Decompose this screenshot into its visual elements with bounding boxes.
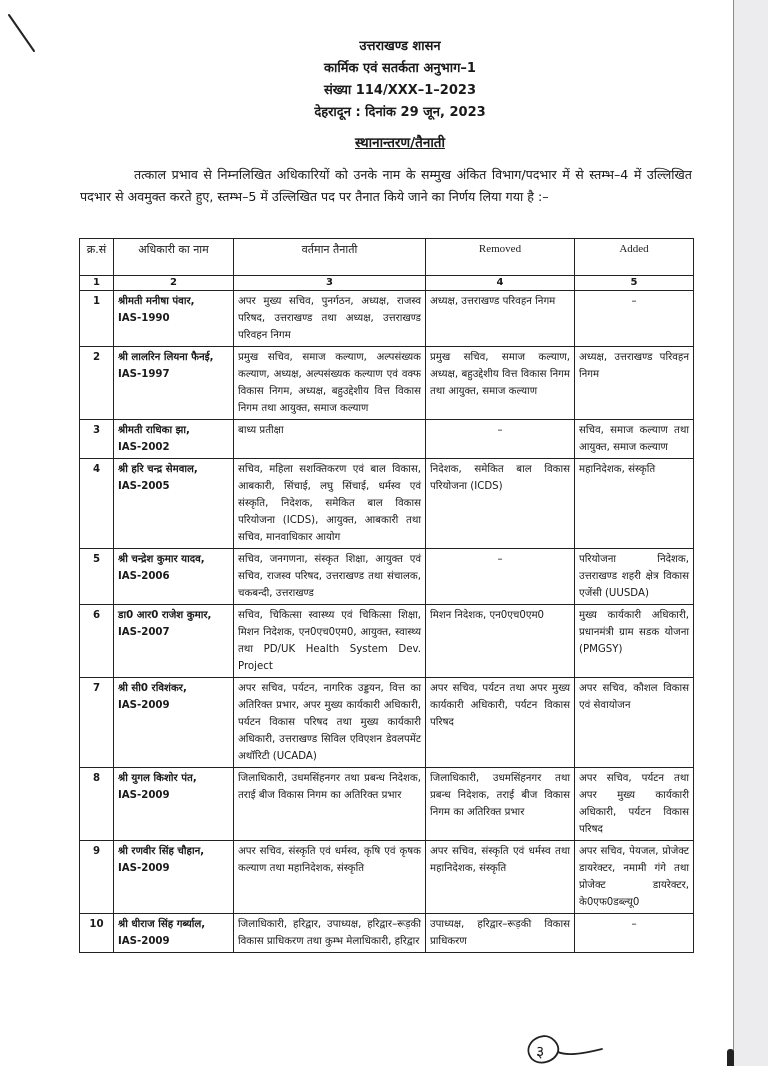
current-posting-cell-text: सचिव, महिला सशक्तिकरण एवं बाल विकास, आबकारी, सिंचाई, लघु सिंचाई, धर्मस्व एवं संस्कृति, निदेशक, समेकित बाल विकास परियोजना (ICDS), आयुक्त, आबकारी तथा सचिव, मानवाधिकार आयोग xyxy=(238,464,421,543)
removed-cell-text: – xyxy=(497,425,503,436)
added-cell xyxy=(575,549,694,605)
officer-batch: IAS-1990 xyxy=(118,313,170,324)
added-cell-text: अध्यक्ष, उत्तराखण्ड परिवहन निगम xyxy=(579,352,689,380)
current-posting-cell xyxy=(234,841,426,914)
page-edge-background xyxy=(733,0,768,1066)
serial-cell-text: 10 xyxy=(89,919,104,930)
removed-cell xyxy=(426,459,575,549)
table-row xyxy=(80,347,694,420)
serial-cell-text: 1 xyxy=(92,296,101,307)
document-header xyxy=(200,36,600,154)
department-name: कार्मिक एवं सतर्कता अनुभाग–1 xyxy=(324,61,476,76)
government-name: उत्तराखण्ड शासन xyxy=(359,39,441,54)
header-officer-name: अधिकारी का नाम xyxy=(114,239,234,276)
officer-name: श्री धीराज सिंह गर्ब्याल, xyxy=(118,919,206,930)
officer-batch: IAS-2009 xyxy=(118,790,170,801)
column-number: 2 xyxy=(114,276,234,291)
officer-name-cell xyxy=(114,459,234,549)
order-number: संख्या 114/XXX–1–2023 xyxy=(323,83,476,98)
current-posting-cell xyxy=(234,605,426,678)
added-cell-text: परियोजना निदेशक, उत्तराखण्ड शहरी क्षेत्र विकास एजेंसी (UUSDA) xyxy=(579,554,689,599)
removed-cell-text: मिशन निदेशक, एन0एच0एम0 xyxy=(430,610,545,621)
header-removed: Removed xyxy=(426,239,575,276)
transfer-table xyxy=(79,238,694,953)
serial-cell-text: 4 xyxy=(92,464,101,475)
current-posting-cell-text: सचिव, चिकित्सा स्वास्थ्य एवं चिकित्सा शिक्षा, मिशन निदेशक, एन0एच0एम0, आयुक्त, स्वास्थ्य तथा PD/UK Health System Dev. Project xyxy=(238,610,421,672)
removed-cell xyxy=(426,678,575,768)
page-mark-text: ३ xyxy=(536,1042,545,1061)
added-cell xyxy=(575,768,694,841)
current-posting-cell-text: अपर मुख्य सचिव, पुनर्गठन, अध्यक्ष, राजस्व परिषद, उत्तराखण्ड तथा अध्यक्ष, उत्तराखण्ड परिवहन निगम xyxy=(238,296,421,341)
current-posting-cell-text: अपर सचिव, संस्कृति एवं धर्मस्व, कृषि एवं कृषक कल्याण तथा महानिदेशक, संस्कृति xyxy=(238,846,421,874)
table-row xyxy=(80,914,694,953)
removed-cell-text: अपर सचिव, संस्कृति एवं धर्मस्व तथा महानिदेशक, संस्कृति xyxy=(430,846,570,874)
table-header-row xyxy=(80,239,694,276)
added-cell xyxy=(575,347,694,420)
table-row xyxy=(80,678,694,768)
officer-name: डा0 आर0 राजेश कुमार, xyxy=(118,610,212,621)
officer-batch: IAS-2006 xyxy=(118,571,170,582)
removed-cell xyxy=(426,914,575,953)
officer-name: श्री युगल किशोर पंत, xyxy=(118,773,197,784)
officer-name: श्री सी0 रविशंकर, xyxy=(118,683,187,694)
added-cell-text: मुख्य कार्यकारी अधिकारी, प्रधानमंत्री ग्राम सडक योजना (PMGSY) xyxy=(579,610,689,655)
column-number-row xyxy=(80,276,694,291)
added-cell xyxy=(575,291,694,347)
removed-cell xyxy=(426,420,575,459)
header-added: Added xyxy=(575,239,694,276)
officer-name: श्री रणवीर सिंह चौहान, xyxy=(118,846,205,857)
added-cell-text: सचिव, समाज कल्याण तथा आयुक्त, समाज कल्याण xyxy=(579,425,689,453)
current-posting-cell xyxy=(234,914,426,953)
officer-batch: IAS-2002 xyxy=(118,442,170,453)
officer-batch: IAS-2009 xyxy=(118,700,170,711)
serial-cell xyxy=(80,841,114,914)
added-cell-text: अपर सचिव, पर्यटन तथा अपर मुख्य कार्यकारी अधिकारी, पर्यटन विकास परिषद xyxy=(579,773,689,835)
current-posting-cell-text: जिलाधिकारी, हरिद्वार, उपाध्यक्ष, हरिद्वार–रूड़की विकास प्राधिकरण तथा कुम्भ मेलाधिकारी, हरिद्वार xyxy=(238,919,421,947)
officer-name-cell xyxy=(114,605,234,678)
serial-cell xyxy=(80,605,114,678)
column-number: 1 xyxy=(80,276,114,291)
removed-cell xyxy=(426,841,575,914)
officer-name-cell xyxy=(114,841,234,914)
officer-name: श्रीमती राधिका झा, xyxy=(118,425,190,436)
added-cell-text: अपर सचिव, पेयजल, प्रोजेक्ट डायरेक्टर, नमामी गंगे तथा प्रोजेक्ट डायरेक्टर, के0एफ0डब्ल्यू0 xyxy=(579,846,689,908)
place-date: देहरादून : दिनांक 29 जून, 2023 xyxy=(314,105,486,120)
edge-mark xyxy=(727,1049,734,1066)
officer-batch: IAS-2005 xyxy=(118,481,170,492)
officer-name-cell xyxy=(114,768,234,841)
table-row xyxy=(80,549,694,605)
current-posting-cell-text: सचिव, जनगणना, संस्कृत शिक्षा, आयुक्त एवं सचिव, राजस्व परिषद, उत्तराखण्ड तथा संचालक, चकबन्दी, उत्तराखण्ड xyxy=(238,554,421,599)
officer-name: श्रीमती मनीषा पंवार, xyxy=(118,296,195,307)
current-posting-cell xyxy=(234,768,426,841)
added-cell xyxy=(575,841,694,914)
table-row xyxy=(80,768,694,841)
removed-cell-text: निदेशक, समेकित बाल विकास परियोजना (ICDS) xyxy=(430,464,570,492)
removed-cell xyxy=(426,605,575,678)
removed-cell xyxy=(426,768,575,841)
officer-name-cell xyxy=(114,291,234,347)
table-row xyxy=(80,459,694,549)
column-number: 3 xyxy=(234,276,426,291)
officer-name: श्री चन्द्रेश कुमार यादव, xyxy=(118,554,205,565)
serial-cell xyxy=(80,291,114,347)
added-cell xyxy=(575,914,694,953)
added-cell xyxy=(575,605,694,678)
current-posting-cell xyxy=(234,291,426,347)
removed-cell-text: – xyxy=(497,554,503,565)
officer-name-cell xyxy=(114,678,234,768)
serial-cell xyxy=(80,768,114,841)
order-subject: स्थानान्तरण/तैनाती xyxy=(354,135,446,151)
serial-cell-text: 5 xyxy=(92,554,101,565)
officer-batch: IAS-2009 xyxy=(118,863,170,874)
serial-cell xyxy=(80,549,114,605)
handwritten-page-number xyxy=(522,1032,612,1066)
serial-cell xyxy=(80,914,114,953)
added-cell-text: महानिदेशक, संस्कृति xyxy=(579,464,656,475)
serial-cell-text: 7 xyxy=(92,683,101,694)
added-cell xyxy=(575,420,694,459)
serial-cell xyxy=(80,459,114,549)
officer-name: श्री हरि चन्द्र सेमवाल, xyxy=(118,464,198,475)
current-posting-cell-text: प्रमुख सचिव, समाज कल्याण, अल्पसंख्यक कल्याण, अध्यक्ष, अल्पसंख्यक कल्याण एवं वक्फ विकास निगम, अध्यक्ष, बहुउद्देशीय वित्त विकास निगम तथा आयुक्त, समाज कल्याण xyxy=(238,352,421,414)
current-posting-cell xyxy=(234,420,426,459)
column-number: 4 xyxy=(426,276,575,291)
current-posting-cell-text: जिलाधिकारी, उधमसिंहनगर तथा प्रबन्ध निदेशक, तराई बीज विकास निगम का अतिरिक्त प्रभार xyxy=(238,773,421,801)
removed-cell xyxy=(426,549,575,605)
added-cell-text: अपर सचिव, कौशल विकास एवं सेवायोजन xyxy=(579,683,689,711)
current-posting-cell-text: अपर सचिव, पर्यटन, नागरिक उड्डयन, वित्त का अतिरिक्त प्रभार, अपर मुख्य कार्यकारी अधिकारी, पर्यटन विकास परिषद तथा मुख्य कार्यकारी अधिकारी, उत्तराखण्ड सिविल एविएशन डेवलपमेंट अथॉरिटी (UCADA) xyxy=(238,683,421,762)
removed-cell-text: जिलाधिकारी, उधमसिंहनगर तथा प्रबन्ध निदेशक, तराई बीज विकास निगम का अतिरिक्त प्रभार xyxy=(430,773,570,818)
intro-paragraph: तत्काल प्रभाव से निम्नलिखित अधिकारियों को उनके नाम के सम्मुख अंकित विभाग/पदभार में से स्तम्भ–4 में उल्लिखित पदभार से अवमुक्त करते हुए, स्तम्भ–5 में उल्लिखित पद पर तैनात किये जाने का निर्णय लिया गया है :– xyxy=(80,167,692,204)
added-cell-text: – xyxy=(631,296,637,307)
current-posting-cell xyxy=(234,549,426,605)
serial-cell-text: 6 xyxy=(92,610,101,621)
officer-name: श्री लालरिन लियना फैनई, xyxy=(118,352,214,363)
serial-cell xyxy=(80,347,114,420)
serial-cell-text: 9 xyxy=(92,846,101,857)
current-posting-cell xyxy=(234,347,426,420)
added-cell-text: – xyxy=(631,919,637,930)
added-cell xyxy=(575,459,694,549)
table-row xyxy=(80,291,694,347)
removed-cell xyxy=(426,347,575,420)
removed-cell xyxy=(426,291,575,347)
table-row xyxy=(80,841,694,914)
officer-batch: IAS-2007 xyxy=(118,627,170,638)
removed-cell-text: अध्यक्ष, उत्तराखण्ड परिवहन निगम xyxy=(430,296,556,307)
serial-cell-text: 8 xyxy=(92,773,101,784)
removed-cell-text: प्रमुख सचिव, समाज कल्याण, अध्यक्ष, बहुउद्देशीय वित्त विकास निगम तथा आयुक्त, समाज कल्याण xyxy=(430,352,570,397)
serial-cell xyxy=(80,420,114,459)
officer-batch: IAS-1997 xyxy=(118,369,170,380)
table-row xyxy=(80,420,694,459)
removed-cell-text: अपर सचिव, पर्यटन तथा अपर मुख्य कार्यकारी अधिकारी, पर्यटन विकास परिषद xyxy=(430,683,570,728)
current-posting-cell xyxy=(234,459,426,549)
removed-cell-text: उपाध्यक्ष, हरिद्वार–रूड़की विकास प्राधिकरण xyxy=(430,919,570,947)
added-cell xyxy=(575,678,694,768)
serial-cell-text: 2 xyxy=(92,352,101,363)
officer-name-cell xyxy=(114,420,234,459)
serial-cell xyxy=(80,678,114,768)
header-serial: क्र.सं xyxy=(80,239,114,276)
current-posting-cell-text: बाध्य प्रतीक्षा xyxy=(238,425,284,436)
serial-cell-text: 3 xyxy=(92,425,101,436)
pen-stroke-mark xyxy=(0,0,60,60)
table-row xyxy=(80,605,694,678)
current-posting-cell xyxy=(234,678,426,768)
officer-name-cell xyxy=(114,549,234,605)
column-number: 5 xyxy=(575,276,694,291)
header-current-posting: वर्तमान तैनाती xyxy=(234,239,426,276)
officer-name-cell xyxy=(114,347,234,420)
officer-name-cell xyxy=(114,914,234,953)
officer-batch: IAS-2009 xyxy=(118,936,170,947)
